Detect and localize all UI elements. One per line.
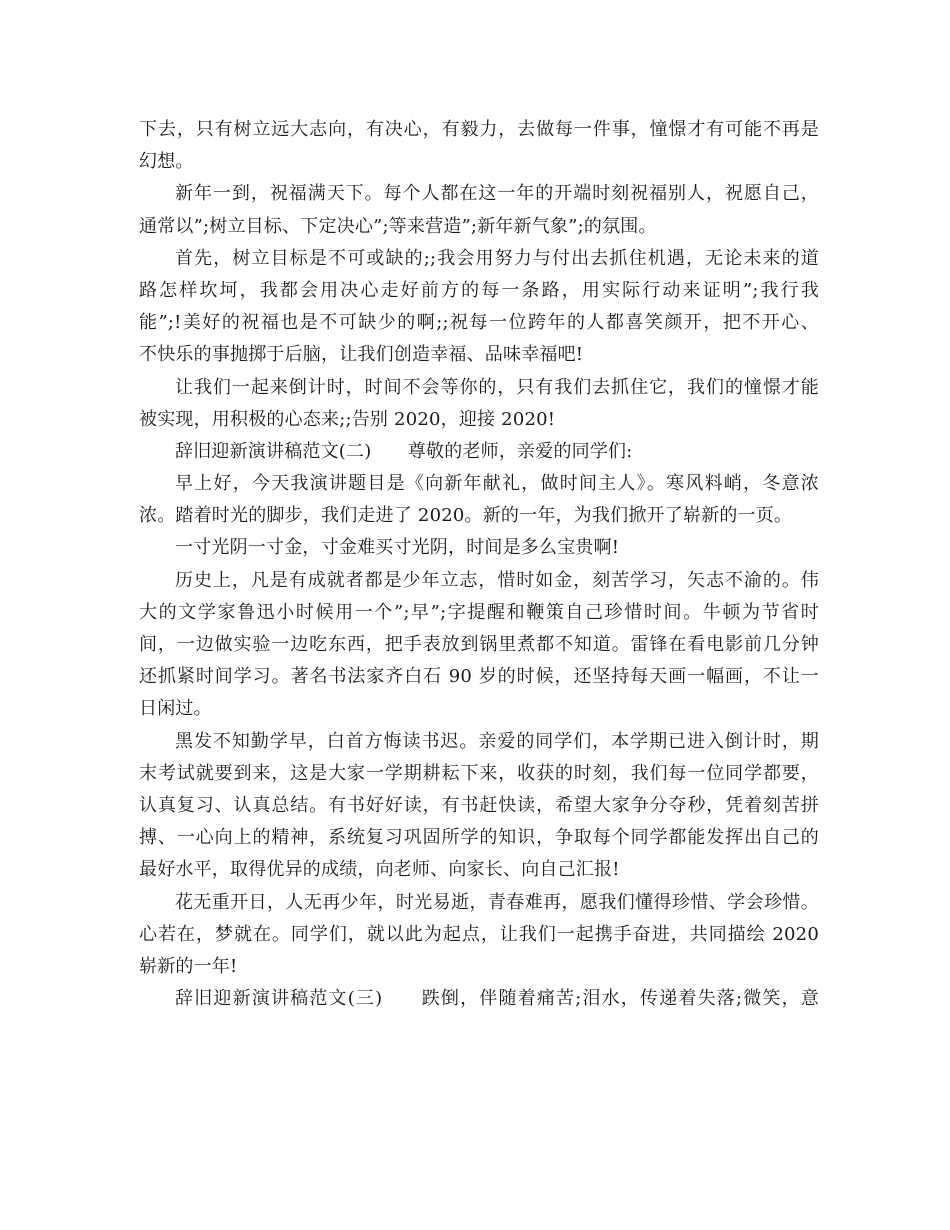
text-line: 心若在，梦就在。同学们，就以此为起点，让我们一起携手奋进，共同描绘 2020 — [139, 923, 819, 945]
text-line: 认真复习、认真总结。有书好好读，有书赶快读，希望大家争分夺秒，凭着刻苦拼 — [139, 794, 819, 816]
text-line: 辞旧迎新演讲稿范文(三) 跌倒，伴随着痛苦;泪水，传递着失落;微笑，意 — [175, 988, 819, 1010]
text-line: 辞旧迎新演讲稿范文(二) 尊敬的老师，亲爱的同学们: — [175, 440, 633, 462]
text-line: 花无重开日，人无再少年，时光易逝，青春难再，愿我们懂得珍惜、学会珍惜。 — [175, 891, 819, 913]
text-line: 新年一到，祝福满天下。每个人都在这一年的开端时刻祝福别人，祝愿自己， — [175, 183, 819, 205]
text-line: 搏、一心向上的精神，系统复习巩固所学的知识，争取每个同学都能发挥出自己的 — [139, 827, 819, 849]
text-line: 路怎样坎坷，我都会用决心走好前方的每一条路，用实际行动来证明”;我行我 — [139, 279, 819, 301]
text-line: 首先，树立目标是不可或缺的;;我会用努力与付出去抓住机遇，无论未来的道 — [175, 247, 819, 269]
text-line: 历史上，凡是有成就者都是少年立志，惜时如金，刻苦学习，矢志不渝的。伟 — [175, 569, 819, 591]
text-line: 间，一边做实验一边吃东西，把手表放到锅里煮都不知道。雷锋在看电影前几分钟 — [139, 634, 819, 655]
text-line: 被实现，用积极的心态来;;告别 2020，迎接 2020! — [139, 408, 556, 430]
text-line: 一寸光阴一寸金，寸金难买寸光阴，时间是多么宝贵啊! — [175, 537, 620, 559]
text-line: 最好水平，取得优异的成绩，向老师、向家长、向自己汇报! — [139, 859, 620, 881]
text-line: 还抓紧时间学习。著名书法家齐白石 90 岁的时候，还坚持每天画一幅画，不让一 — [139, 666, 819, 688]
text-line: 让我们一起来倒计时，时间不会等你的，只有我们去抓住它，我们的憧憬才能 — [175, 376, 819, 398]
text-line: 早上好，今天我演讲题目是《向新年献礼，做时间主人》。寒风料峭，冬意浓 — [175, 473, 819, 495]
text-line: 不快乐的事抛掷于后脑，让我们创造幸福、品味幸福吧! — [139, 344, 584, 366]
text-line: 能”;!美好的祝福也是不可缺少的啊;;祝每一位跨年的人都喜笑颜开，把不开心、 — [139, 312, 819, 334]
text-line: 下去，只有树立远大志向，有决心，有毅力，去做每一件事，憧憬才有可能不再是 — [139, 119, 819, 140]
text-line: 浓。踏着时光的脚步，我们走进了 2020。新的一年，为我们掀开了崭新的一页。 — [139, 505, 793, 527]
text-line: 通常以”;树立目标、下定决心”;等来营造”;新年新气象”;的氛围。 — [139, 215, 657, 237]
document-body — [139, 114, 819, 1015]
text-line: 末考试就要到来，这是大家一学期耕耘下来，收获的时刻，我们每一位同学都要， — [139, 762, 819, 784]
text-line: 幻想。 — [139, 151, 194, 173]
text-line: 黑发不知勤学早，白首方悔读书迟。亲爱的同学们，本学期已进入倒计时，期 — [175, 730, 819, 752]
text-line: 大的文学家鲁迅小时候用一个”;早”;字提醒和鞭策自己珍惜时间。牛顿为节省时 — [139, 601, 819, 623]
text-line: 日闲过。 — [139, 698, 212, 720]
text-line: 崭新的一年! — [139, 955, 238, 977]
